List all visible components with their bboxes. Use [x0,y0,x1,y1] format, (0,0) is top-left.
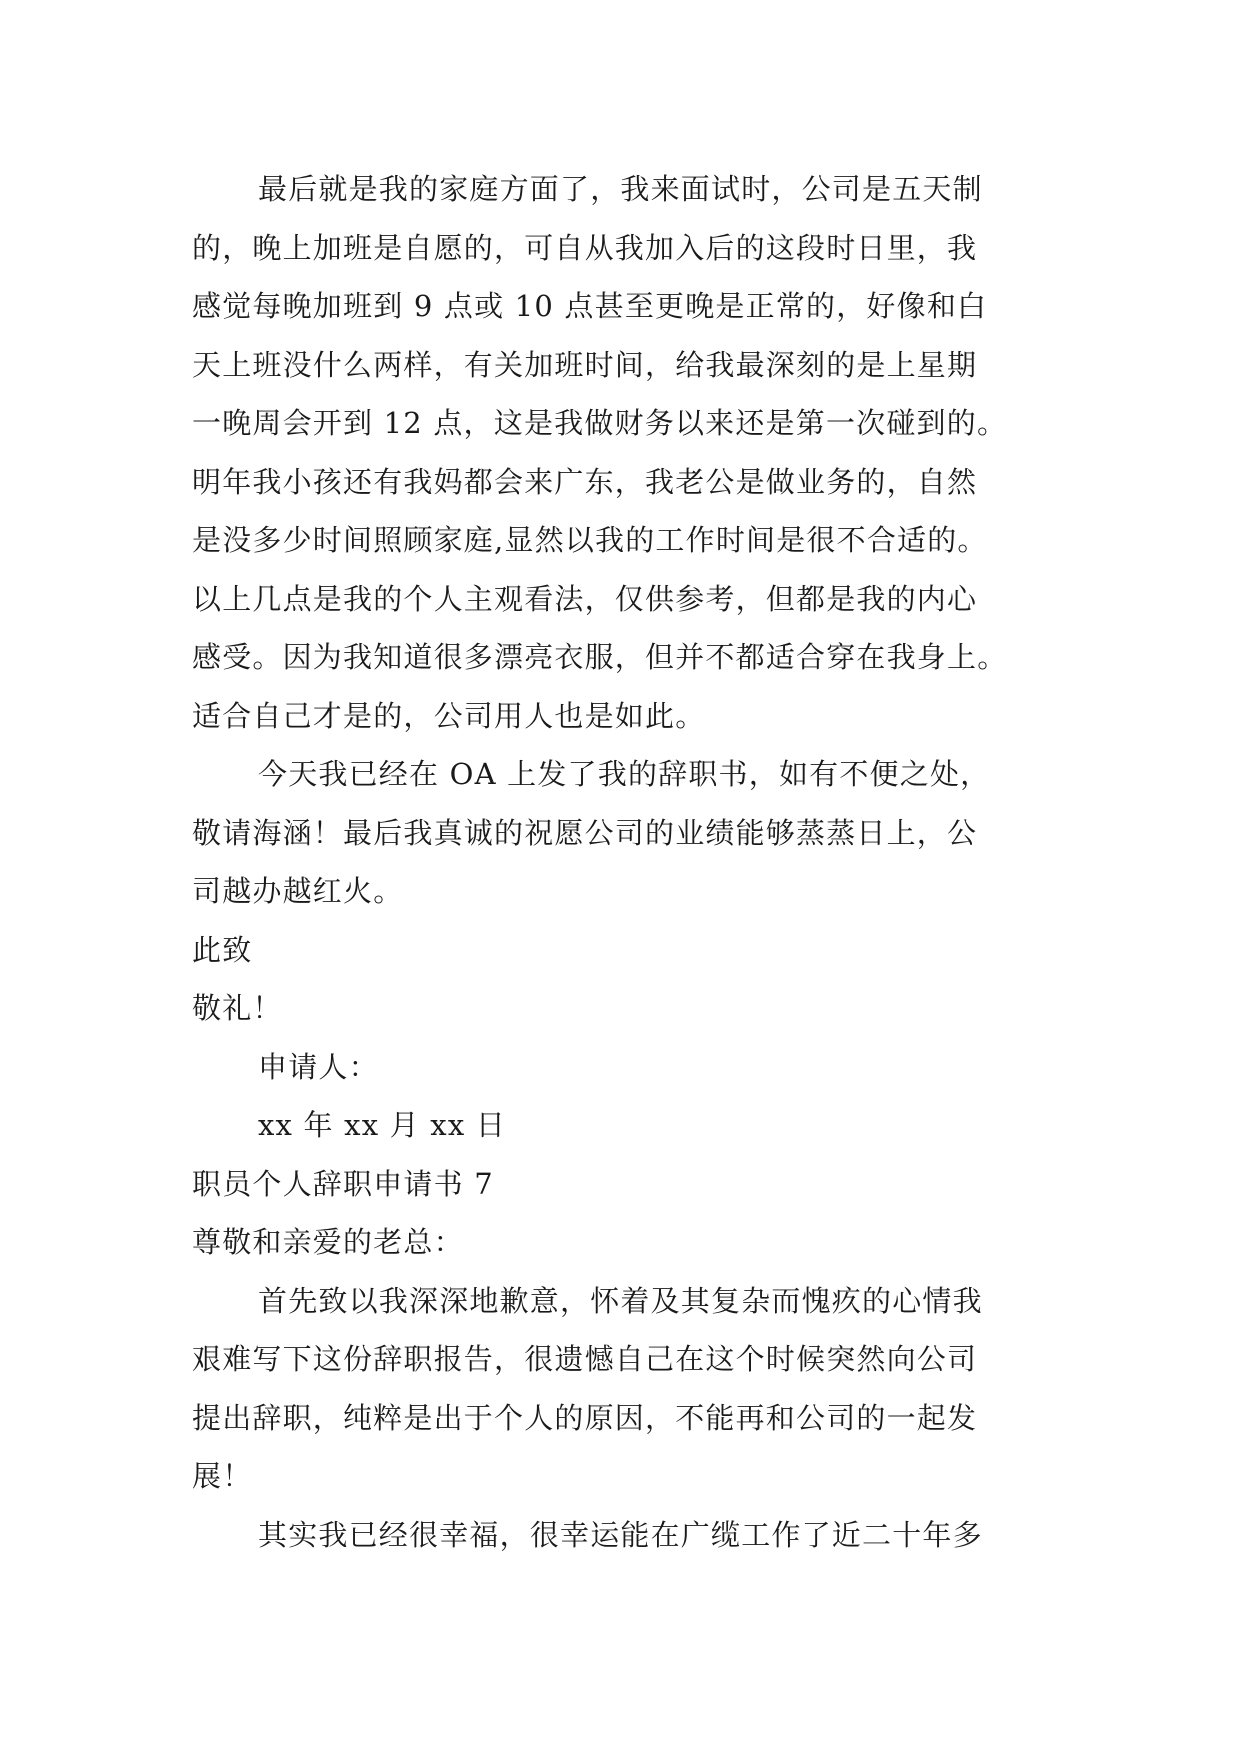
paragraph-line: 的，晚上加班是自愿的，可自从我加入后的这段时日里，我 [192,230,978,265]
paragraph-line: 首先致以我深深地歉意，怀着及其复杂而愧疚的心情我 [258,1283,983,1318]
greeting: 尊敬和亲爱的老总： [192,1225,464,1259]
paragraph-line: 感受。因为我知道很多漂亮衣服，但并不都适合穿在我身上。 [192,640,1008,674]
paragraph-line: 艰难写下这份辞职报告，很遗憾自己在这个时候突然向公司 [192,1342,978,1376]
paragraph-line: 天上班没什么两样，有关加班时间，给我最深刻的是上星期 [192,347,978,382]
paragraph-line: 以上几点是我的个人主观看法，仅供参考，但都是我的内心 [192,581,978,616]
paragraph-line: 是没多少时间照顾家庭,显然以我的工作时间是很不合适的。 [192,523,988,557]
paragraph-line: 敬请海涵！最后我真诚的祝愿公司的业绩能够蒸蒸日上，公 [192,815,978,850]
section-title: 职员个人辞职申请书 7 [192,1166,494,1201]
date-line: xx 年 xx 月 xx 日 [258,1108,507,1142]
paragraph-line: 最后就是我的家庭方面了，我来面试时，公司是五天制 [258,172,983,206]
closing-regards: 敬礼！ [192,991,283,1025]
applicant-label: 申请人： [258,1049,379,1084]
paragraph-line: 感觉每晚加班到 9 点或 10 点甚至更晚是正常的，好像和白 [192,289,988,323]
closing-salutation: 此致 [192,932,253,967]
paragraph-line: 今天我已经在 OA 上发了我的辞职书，如有不便之处， [258,757,991,791]
paragraph-line: 其实我已经很幸福，很幸运能在广缆工作了近二十年多 [258,1517,983,1552]
paragraph-line: 展！ [192,1459,253,1493]
paragraph-line: 适合自己才是的，公司用人也是如此。 [192,698,706,733]
paragraph-line: 一晚周会开到 12 点，这是我做财务以来还是第一次碰到的。 [192,406,1008,440]
paragraph-line: 司越办越红火。 [192,874,404,908]
paragraph-line: 提出辞职，纯粹是出于个人的原因，不能再和公司的一起发 [192,1400,978,1435]
document-body [192,160,1072,1564]
paragraph-line: 明年我小孩还有我妈都会来广东，我老公是做业务的，自然 [192,464,978,499]
